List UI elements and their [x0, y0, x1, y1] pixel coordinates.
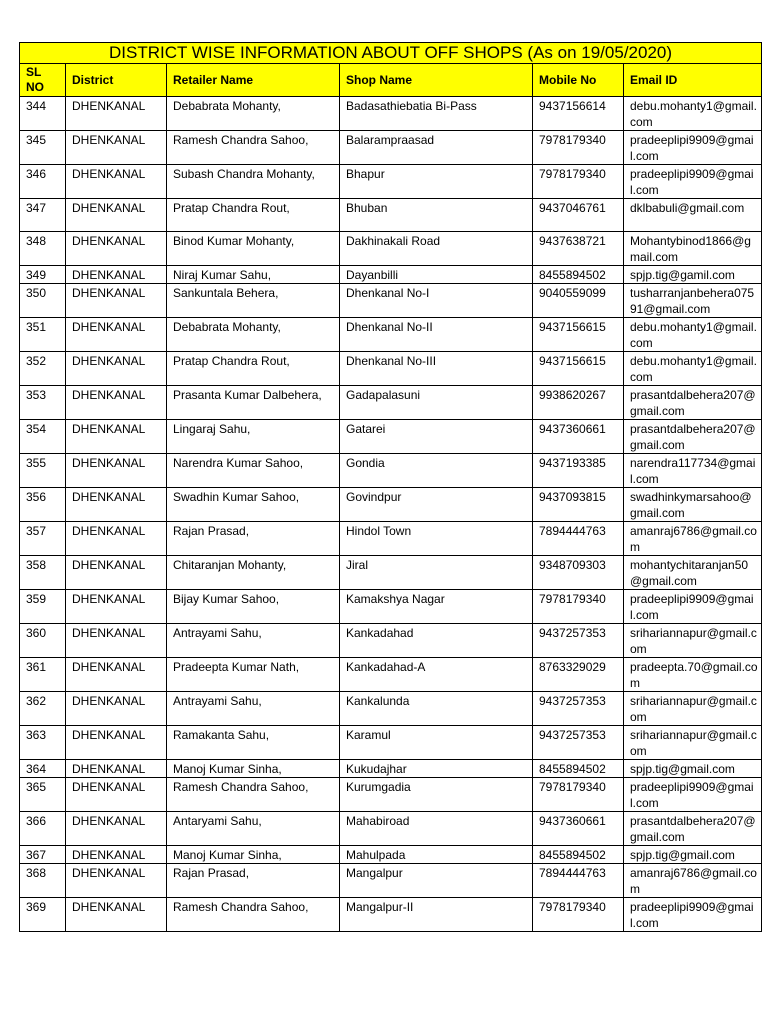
district-cell: DHENKANAL	[66, 522, 167, 556]
sl-no-cell: 362	[20, 692, 66, 726]
sl-no-cell: 369	[20, 898, 66, 932]
mobile-no-cell: 9437257353	[533, 726, 624, 760]
email-cell: dklbabuli@gmail.com	[624, 199, 762, 232]
retailer-name-cell: Manoj Kumar Sinha,	[167, 846, 340, 864]
table-row	[20, 624, 762, 658]
retailer-name-cell: Narendra Kumar Sahoo,	[167, 454, 340, 488]
district-cell: DHENKANAL	[66, 318, 167, 352]
district-cell: DHENKANAL	[66, 778, 167, 812]
email-cell: narendra117734@gmail.com	[624, 454, 762, 488]
retailer-name-cell: Pradeepta Kumar Nath,	[167, 658, 340, 692]
mobile-no-cell: 7894444763	[533, 864, 624, 898]
shop-info-table	[19, 42, 762, 932]
retailer-name-cell: Debabrata Mohanty,	[167, 318, 340, 352]
header-row	[20, 64, 762, 97]
retailer-name-cell: Antrayami Sahu,	[167, 624, 340, 658]
district-cell: DHENKANAL	[66, 97, 167, 131]
retailer-name-cell: Ramesh Chandra Sahoo,	[167, 131, 340, 165]
table-row	[20, 778, 762, 812]
mobile-no-cell: 9437257353	[533, 692, 624, 726]
district-cell: DHENKANAL	[66, 488, 167, 522]
retailer-name-cell: Ramesh Chandra Sahoo,	[167, 778, 340, 812]
sl-no-cell: 345	[20, 131, 66, 165]
table-row	[20, 131, 762, 165]
shop-name-cell: Kankadahad	[340, 624, 533, 658]
district-cell: DHENKANAL	[66, 864, 167, 898]
table-row	[20, 898, 762, 932]
district-cell: DHENKANAL	[66, 846, 167, 864]
email-cell: Mohantybinod1866@gmail.com	[624, 232, 762, 266]
email-cell: pradeeplipi9909@gmail.com	[624, 165, 762, 199]
email-cell: pradeeplipi9909@gmail.com	[624, 898, 762, 932]
district-cell: DHENKANAL	[66, 556, 167, 590]
mobile-no-cell: 9437156614	[533, 97, 624, 131]
column-header-sl-no: SL NO	[20, 64, 66, 97]
sl-no-cell: 350	[20, 284, 66, 318]
table-row	[20, 760, 762, 778]
district-cell: DHENKANAL	[66, 454, 167, 488]
district-cell: DHENKANAL	[66, 760, 167, 778]
district-cell: DHENKANAL	[66, 726, 167, 760]
mobile-no-cell: 9040559099	[533, 284, 624, 318]
shop-name-cell: Kankadahad-A	[340, 658, 533, 692]
sl-no-cell: 363	[20, 726, 66, 760]
district-cell: DHENKANAL	[66, 590, 167, 624]
table-row	[20, 284, 762, 318]
shop-name-cell: Jiral	[340, 556, 533, 590]
table-row	[20, 812, 762, 846]
shop-name-cell: Kukudajhar	[340, 760, 533, 778]
retailer-name-cell: Prasanta Kumar Dalbehera,	[167, 386, 340, 420]
district-cell: DHENKANAL	[66, 420, 167, 454]
email-cell: debu.mohanty1@gmail.com	[624, 318, 762, 352]
sl-no-cell: 367	[20, 846, 66, 864]
email-cell: debu.mohanty1@gmail.com	[624, 97, 762, 131]
mobile-no-cell: 7978179340	[533, 590, 624, 624]
district-cell: DHENKANAL	[66, 131, 167, 165]
table-row	[20, 590, 762, 624]
sl-no-cell: 349	[20, 266, 66, 284]
district-cell: DHENKANAL	[66, 266, 167, 284]
email-cell: amanraj6786@gmail.com	[624, 864, 762, 898]
shop-name-cell: Mahulpada	[340, 846, 533, 864]
mobile-no-cell: 9437638721	[533, 232, 624, 266]
email-cell: spjp.tig@gmail.com	[624, 760, 762, 778]
sl-no-cell: 359	[20, 590, 66, 624]
mobile-no-cell: 9437360661	[533, 812, 624, 846]
table-title: DISTRICT WISE INFORMATION ABOUT OFF SHOPS (As on 19/05/2020)	[20, 43, 762, 64]
retailer-name-cell: Lingaraj Sahu,	[167, 420, 340, 454]
shop-name-cell: Gadapalasuni	[340, 386, 533, 420]
shop-name-cell: Bhapur	[340, 165, 533, 199]
sl-no-cell: 352	[20, 352, 66, 386]
sl-no-cell: 357	[20, 522, 66, 556]
district-cell: DHENKANAL	[66, 165, 167, 199]
email-cell: srihariannapur@gmail.com	[624, 726, 762, 760]
sl-no-cell: 361	[20, 658, 66, 692]
district-cell: DHENKANAL	[66, 352, 167, 386]
sl-no-cell: 364	[20, 760, 66, 778]
mobile-no-cell: 9437193385	[533, 454, 624, 488]
mobile-no-cell: 8455894502	[533, 760, 624, 778]
email-cell: pradeeplipi9909@gmail.com	[624, 590, 762, 624]
column-header-retailer-name: Retailer Name	[167, 64, 340, 97]
shop-name-cell: Bhuban	[340, 199, 533, 232]
retailer-name-cell: Niraj Kumar Sahu,	[167, 266, 340, 284]
retailer-name-cell: Ramakanta Sahu,	[167, 726, 340, 760]
column-header-email-id: Email ID	[624, 64, 762, 97]
email-cell: srihariannapur@gmail.com	[624, 692, 762, 726]
sl-no-cell: 368	[20, 864, 66, 898]
table-row	[20, 454, 762, 488]
email-cell: prasantdalbehera207@gmail.com	[624, 420, 762, 454]
email-cell: prasantdalbehera207@gmail.com	[624, 386, 762, 420]
shop-name-cell: Gatarei	[340, 420, 533, 454]
table-row	[20, 386, 762, 420]
table-row	[20, 266, 762, 284]
retailer-name-cell: Ramesh Chandra Sahoo,	[167, 898, 340, 932]
sl-no-cell: 346	[20, 165, 66, 199]
shop-name-cell: Hindol Town	[340, 522, 533, 556]
sl-no-cell: 354	[20, 420, 66, 454]
shop-name-cell: Dhenkanal No-II	[340, 318, 533, 352]
sl-no-cell: 358	[20, 556, 66, 590]
title-row	[20, 43, 762, 64]
district-cell: DHENKANAL	[66, 692, 167, 726]
retailer-name-cell: Debabrata Mohanty,	[167, 97, 340, 131]
sl-no-cell: 355	[20, 454, 66, 488]
district-cell: DHENKANAL	[66, 386, 167, 420]
retailer-name-cell: Antrayami Sahu,	[167, 692, 340, 726]
retailer-name-cell: Rajan Prasad,	[167, 864, 340, 898]
mobile-no-cell: 9437360661	[533, 420, 624, 454]
district-cell: DHENKANAL	[66, 898, 167, 932]
shop-name-cell: Badasathiebatia Bi-Pass	[340, 97, 533, 131]
mobile-no-cell: 7978179340	[533, 898, 624, 932]
shop-name-cell: Mangalpur	[340, 864, 533, 898]
email-cell: spjp.tig@gamil.com	[624, 266, 762, 284]
retailer-name-cell: Pratap Chandra Rout,	[167, 199, 340, 232]
sl-no-cell: 356	[20, 488, 66, 522]
shop-name-cell: Mangalpur-II	[340, 898, 533, 932]
mobile-no-cell: 9437156615	[533, 352, 624, 386]
retailer-name-cell: Binod Kumar Mohanty,	[167, 232, 340, 266]
table-row	[20, 199, 762, 232]
email-cell: pradeepta.70@gmail.com	[624, 658, 762, 692]
email-cell: spjp.tig@gmail.com	[624, 846, 762, 864]
table-row	[20, 97, 762, 131]
email-cell: prasantdalbehera207@gmail.com	[624, 812, 762, 846]
email-cell: amanraj6786@gmail.com	[624, 522, 762, 556]
email-cell: mohantychitaranjan50@gmail.com	[624, 556, 762, 590]
shop-name-cell: Kankalunda	[340, 692, 533, 726]
retailer-name-cell: Bijay Kumar Sahoo,	[167, 590, 340, 624]
district-cell: DHENKANAL	[66, 284, 167, 318]
retailer-name-cell: Manoj Kumar Sinha,	[167, 760, 340, 778]
table-row	[20, 522, 762, 556]
table-row	[20, 232, 762, 266]
mobile-no-cell: 7894444763	[533, 522, 624, 556]
email-cell: debu.mohanty1@gmail.com	[624, 352, 762, 386]
column-header-district: District	[66, 64, 167, 97]
mobile-no-cell: 9938620267	[533, 386, 624, 420]
mobile-no-cell: 8763329029	[533, 658, 624, 692]
shop-name-cell: Govindpur	[340, 488, 533, 522]
table-row	[20, 165, 762, 199]
retailer-name-cell: Swadhin Kumar Sahoo,	[167, 488, 340, 522]
retailer-name-cell: Sankuntala Behera,	[167, 284, 340, 318]
district-cell: DHENKANAL	[66, 199, 167, 232]
retailer-name-cell: Pratap Chandra Rout,	[167, 352, 340, 386]
sl-no-cell: 360	[20, 624, 66, 658]
email-cell: pradeeplipi9909@gmail.com	[624, 131, 762, 165]
mobile-no-cell: 9348709303	[533, 556, 624, 590]
mobile-no-cell: 7978179340	[533, 165, 624, 199]
mobile-no-cell: 9437093815	[533, 488, 624, 522]
mobile-no-cell: 7978179340	[533, 131, 624, 165]
sl-no-cell: 344	[20, 97, 66, 131]
shop-name-cell: Mahabiroad	[340, 812, 533, 846]
shop-name-cell: Dayanbilli	[340, 266, 533, 284]
sl-no-cell: 353	[20, 386, 66, 420]
table-row	[20, 318, 762, 352]
shop-name-cell: Dhenkanal No-III	[340, 352, 533, 386]
district-cell: DHENKANAL	[66, 658, 167, 692]
retailer-name-cell: Subash Chandra Mohanty,	[167, 165, 340, 199]
table-row	[20, 556, 762, 590]
sl-no-cell: 351	[20, 318, 66, 352]
shop-name-cell: Gondia	[340, 454, 533, 488]
retailer-name-cell: Chitaranjan Mohanty,	[167, 556, 340, 590]
mobile-no-cell: 9437156615	[533, 318, 624, 352]
mobile-no-cell: 8455894502	[533, 266, 624, 284]
shop-name-cell: Karamul	[340, 726, 533, 760]
mobile-no-cell: 8455894502	[533, 846, 624, 864]
district-cell: DHENKANAL	[66, 812, 167, 846]
shop-name-cell: Balarampraasad	[340, 131, 533, 165]
shop-name-cell: Kamakshya Nagar	[340, 590, 533, 624]
sl-no-cell: 348	[20, 232, 66, 266]
table-row	[20, 846, 762, 864]
sl-no-cell: 347	[20, 199, 66, 232]
mobile-no-cell: 9437257353	[533, 624, 624, 658]
sl-no-cell: 366	[20, 812, 66, 846]
table-row	[20, 658, 762, 692]
email-cell: swadhinkymarsahoo@gmail.com	[624, 488, 762, 522]
shop-name-cell: Dhenkanal No-I	[340, 284, 533, 318]
mobile-no-cell: 7978179340	[533, 778, 624, 812]
retailer-name-cell: Antaryami Sahu,	[167, 812, 340, 846]
email-cell: tusharranjanbehera07591@gmail.com	[624, 284, 762, 318]
district-cell: DHENKANAL	[66, 624, 167, 658]
column-header-shop-name: Shop Name	[340, 64, 533, 97]
table-row	[20, 352, 762, 386]
table-row	[20, 420, 762, 454]
district-cell: DHENKANAL	[66, 232, 167, 266]
shop-name-cell: Dakhinakali Road	[340, 232, 533, 266]
table-row	[20, 488, 762, 522]
column-header-mobile-no: Mobile No	[533, 64, 624, 97]
mobile-no-cell: 9437046761	[533, 199, 624, 232]
shop-name-cell: Kurumgadia	[340, 778, 533, 812]
sl-no-cell: 365	[20, 778, 66, 812]
retailer-name-cell: Rajan Prasad,	[167, 522, 340, 556]
email-cell: srihariannapur@gmail.com	[624, 624, 762, 658]
email-cell: pradeeplipi9909@gmail.com	[624, 778, 762, 812]
table-row	[20, 864, 762, 898]
table-row	[20, 726, 762, 760]
table-row	[20, 692, 762, 726]
